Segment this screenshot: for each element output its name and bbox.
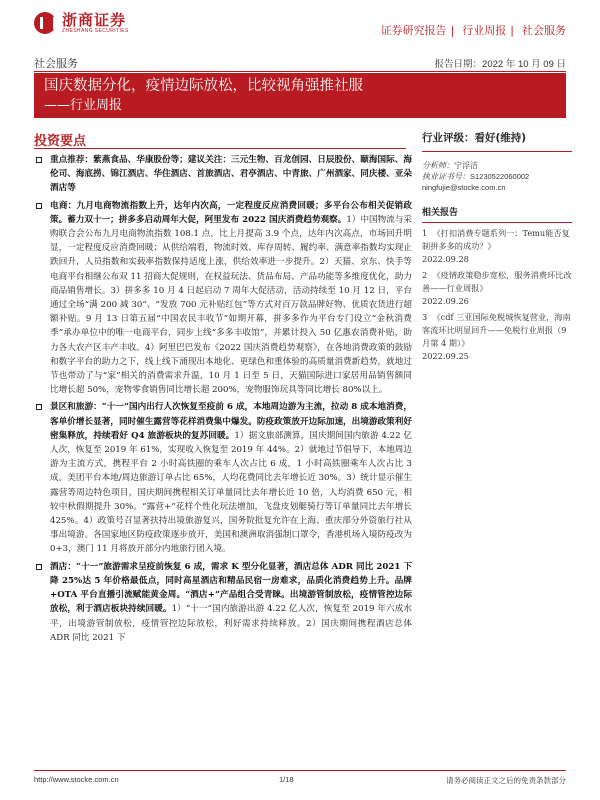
heading-divider bbox=[34, 148, 406, 149]
related-report-date: 2022.09.28 bbox=[422, 254, 469, 264]
report-sidebar bbox=[422, 130, 572, 366]
related-reports-heading: 相关报告 bbox=[422, 208, 459, 218]
report-title-band bbox=[34, 73, 566, 118]
logo-name-cn: 浙商证券 bbox=[62, 11, 127, 29]
highlight-text: 1）“十一”国内旅游出游 4.22 亿人次，恢复至 2019 年六成水平，出境游管制放松，疫情管控边际放松，利好需求持续释放。2）国庆期间携程酒店总体 ADR 同比 2021 下 bbox=[50, 604, 412, 643]
analyst-name: 宁浮洁 bbox=[454, 161, 478, 170]
highlight-bold: 酒店：“十一”旅游需求呈疫前恢复 6 成，需求 K 型分化显著，酒店总体 ADR 同比 2021 下降 25%达 5 年价格最低点，同时高星酒店和精品民宿一房难求，品质化消费趋势上升。品牌+OTA 平台直播引流赋能黄金周。“酒店+”产品组合受青睐。出境游管制放松，疫情管控边际放松，利于酒店板块持续回暖。 bbox=[50, 561, 412, 615]
related-report-item[interactable] bbox=[422, 311, 572, 363]
cert-label: 执业证书号： bbox=[422, 172, 470, 181]
related-report-date: 2022.09.26 bbox=[422, 296, 469, 306]
highlight-text: 1）据文旅部测算，国庆期间国内旅游 4.22 亿人次，恢复至 2019 年 61%，实现收入恢复至 2019 年 44%。2）就地过节倡导下，本地周边游为主流方式，携程平台 2 小时高铁圈的乘车人次占比 6 成，1 小时高铁圈乘车人次占比 3 成。美团平台本地/周边旅游订单占比 65%，人均花费同比去年增长近 30%。3）统计显示催生露营等周边特色项目，国庆期间携程相关订单量同比去年增长近 10 倍，人均消费 650 元，相较中秋假期提升 30%。“露营+”花样个性化玩法增加，飞盘皮划艇骑行等订单量同比去年增长 425%。4）政策号召显著扶持出境旅游复兴，国务院批复允许在上海、重庆部分外资旅行社从事出境游。各国家地区防疫政策逐步放开，美国和澳洲取消强制口罩令，香港机场入境防疫改为 0+3，澳门 11 月将放开部分内地旅行团入境。 bbox=[50, 430, 412, 555]
related-report-title: 《cdf 三亚国际免税城恢复营业，海南客流环比明显回升——免税行业周报（9 月第 4 期）》 bbox=[422, 312, 571, 348]
analyst-label: 分析师： bbox=[422, 161, 454, 170]
checkbox-bullet-icon bbox=[36, 404, 42, 410]
report-title: 国庆数据分化，疫情边际放松，比较视角强推社服 bbox=[44, 78, 363, 94]
highlight-bold: 景区和旅游：“十一”国内出行人次恢复至疫前 6 成，本地周边游为主流，拉动 8 成本地消费，客单价增长显著，同时催生露营等花样消费集中爆发。防疫政策放开边际加速，出境游政策利好密集释放，持续看好 Q4 旅游板块的复苏回暖。 bbox=[50, 402, 412, 441]
sidebar-divider bbox=[422, 151, 572, 152]
report-category-nav: 证券研究报告 | 行业周报 | 社会服务 bbox=[380, 24, 566, 37]
related-report-item[interactable] bbox=[422, 227, 572, 266]
report-header bbox=[34, 12, 566, 52]
page-number: 1/18 bbox=[279, 775, 294, 784]
industry-rating: 行业评级：看好(维持) bbox=[422, 132, 527, 144]
logo-name-en: ZHESHANG SECURITIES bbox=[62, 28, 129, 34]
page-footer bbox=[34, 770, 566, 786]
nav-industry: 社会服务 bbox=[522, 24, 566, 37]
checkbox-bullet-icon bbox=[36, 564, 42, 570]
report-date: 报告日期：2022 年 10 月 09 日 bbox=[434, 59, 566, 70]
nav-report-kind: 行业周报 bbox=[462, 24, 507, 37]
related-report-number: 3 bbox=[422, 312, 428, 322]
related-report-number: 2 bbox=[422, 270, 428, 280]
related-report-date: 2022.09.25 bbox=[422, 351, 469, 361]
highlight-item bbox=[34, 400, 412, 556]
checkbox-bullet-icon bbox=[36, 203, 42, 209]
disclaimer-notice: 请务必阅读正文之后的免责条款部分 bbox=[446, 776, 566, 785]
highlight-item bbox=[34, 560, 412, 645]
highlight-item bbox=[34, 199, 412, 398]
highlight-bold: 重点推荐：紫燕食品、华康股份等；建议关注：三元生物、百龙创园、日辰股份、颐海国际、海伦司、海底捞、锦江酒店、华住酒店、首旅酒店、君亭酒店、中青旅、广州酒家、同庆楼、亚朵酒店等 bbox=[50, 155, 412, 194]
related-report-title: 《疫情政策稳步宽松，服务消费环比改善——行业周报》 bbox=[422, 270, 572, 293]
investment-highlights-heading: 投资要点 bbox=[34, 134, 87, 149]
highlight-text: 1）中国物流与采购联合会公布九月电商物流指数 108.1 点，比上月提高 3.9 个点，达年内次高点，市场回升明显，一定程度反应消费回暖；从供给端看，物流时效、库存周转、履约率、满意率指数均实现止跌回升，人员指数和实载率指数保持适度上涨，供给效率进一步提升。2）天猫、京东、快手等电商平台相继公布双 11 招商大促规则，在权益玩法、货品布局、产品功能等多维度优化，助力商品销售增长。3）拼多多 10 月 4 日起启动 7 周年大促活动，活动持续至 10 月 12 日，平台通过全场“满 200 减 30”、“发放 700 元补贴红包”等方式对百万款品牌好物、优质农货进行超额补贴。9 月 13 日第五届“中国农民丰收节”如期开幕，拼多多作为平台专门设立“金秋消费季”承办单位中的唯一电商平台，同步上线“多多丰收馆”，并累计投入 50 亿惠农消费补贴，助力各大农产区丰产丰收。4）阿里巴巴发布《2022 国庆消费趋势观察》，在各地消费政策的鼓励和数字平台的助力之下，线上线下涌现出本地化、更绿色和重体验的高质量消费新趋势，就地过节也带动了与“家”相关的消费需求升温，10 月 1 日至 5 日，天猫国际进口家居用品销售额同比增长超 50%，宠物零食销售同比增长超 200%，宠物服饰玩具等同比增长 80%以上。 bbox=[50, 214, 413, 396]
cert-number: S1230522060002 bbox=[470, 172, 530, 181]
highlight-item bbox=[34, 153, 412, 196]
logo-emblem-icon bbox=[34, 12, 56, 34]
related-report-number: 1 bbox=[422, 228, 428, 238]
section-bar bbox=[34, 52, 566, 72]
analyst-info bbox=[422, 160, 572, 193]
analyst-email[interactable]: ningfujie@stocke.com.cn bbox=[422, 183, 506, 192]
investment-highlights bbox=[34, 153, 412, 648]
footer-url[interactable]: http://www.stocke.com.cn bbox=[34, 775, 119, 784]
sidebar-divider bbox=[422, 222, 572, 223]
checkbox-bullet-icon bbox=[36, 157, 42, 163]
company-logo bbox=[34, 12, 129, 34]
related-report-title: 《打扣消费专题系列一：Temu能否复制拼多多的成功？》 bbox=[422, 228, 570, 251]
highlight-bold: 电商：九月电商物流指数上升，达年内次高，一定程度反应消费回暖；多平台公布相关促销政策。蓄力双十一；拼多多启动周年大促，阿里发布 2022 国庆消费趋势观察。 bbox=[50, 200, 412, 225]
section-title: 社会服务 bbox=[34, 57, 78, 70]
report-subtitle: ——行业周报 bbox=[44, 98, 123, 113]
related-report-item[interactable] bbox=[422, 269, 572, 308]
nav-report-type: 证券研究报告 bbox=[380, 24, 447, 37]
